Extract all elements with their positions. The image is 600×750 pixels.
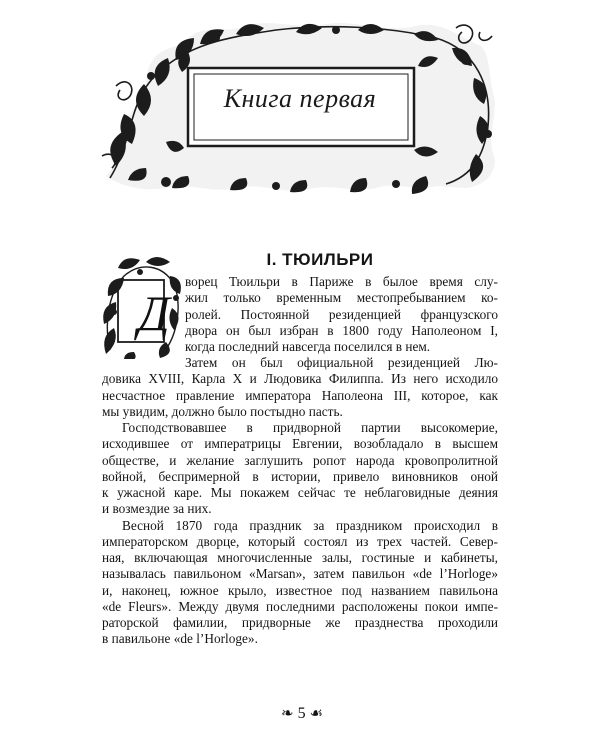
text-line: и, наконец, южное крыло, известное под названием павильона [102,582,498,598]
chapter-title: I. ТЮИЛЬРИ [266,250,374,269]
text-line: ная, включающая многочисленные залы, гостиные и кабинеты, [102,550,498,566]
text-line: несчастное правление императора Наполеона III, которое, как [102,387,498,403]
text-line: к ужасной каре. Мы покажем сейчас те неблаговидные деяния [102,485,498,501]
fleuron-right-icon: ☙ [309,706,324,722]
page-folio [262,704,342,724]
text-line: исходившее от императрицы Евгении, возобладало в высшем [102,436,498,452]
text-line: раторской фамилии, придворные же празднества проходили [102,615,498,630]
text-line: и возмездие за них. [102,501,212,517]
text-line: в павильоне «de l’Horloge». [102,631,258,647]
text-line: ролей. Постоянной резиденцией французского [185,306,498,322]
text-line: войной, беспримерной в истории, привело виновников оной [102,468,498,484]
text-line: императорском дворце, который состоял из трех частей. Север- [102,533,498,549]
text-line: когда последний навсегда поселился в нем. [185,339,431,354]
text-line: Затем он был официальной резиденцией Лю- [185,355,498,371]
text-line: жил только временным местопребыванием ко- [185,290,498,306]
text-line: ворец Тюильри в Париже в былое время слу- [185,274,498,289]
fleuron-left-icon: ❧ [280,706,294,722]
book-title: Книга первая [223,84,377,113]
text-line: довика XVIII, Карла X и Людовика Филиппа. Из него исходило [102,371,498,387]
text-line: двора он был избран в 1800 году Наполеоном I, [185,322,498,338]
text-line: называлась павильоном «Marsan», затем павильон «de l’Horloge» [102,566,498,582]
text-line: мы увидим, должно было постыдно пасть. [102,403,343,419]
text-line: Господствовавшее в придворной партии высокомерие, [122,420,498,436]
text-line: Весной 1870 года праздник за праздником происходил в [122,517,498,533]
text-line: обществе, и желание заглушить ропот народа кровопролитной [102,452,498,468]
text-line: «de Fleurs». Между двумя последними расположены покои импе- [102,598,498,614]
page-number: 5 [297,705,306,722]
dropcap-letter: Д [138,285,170,341]
